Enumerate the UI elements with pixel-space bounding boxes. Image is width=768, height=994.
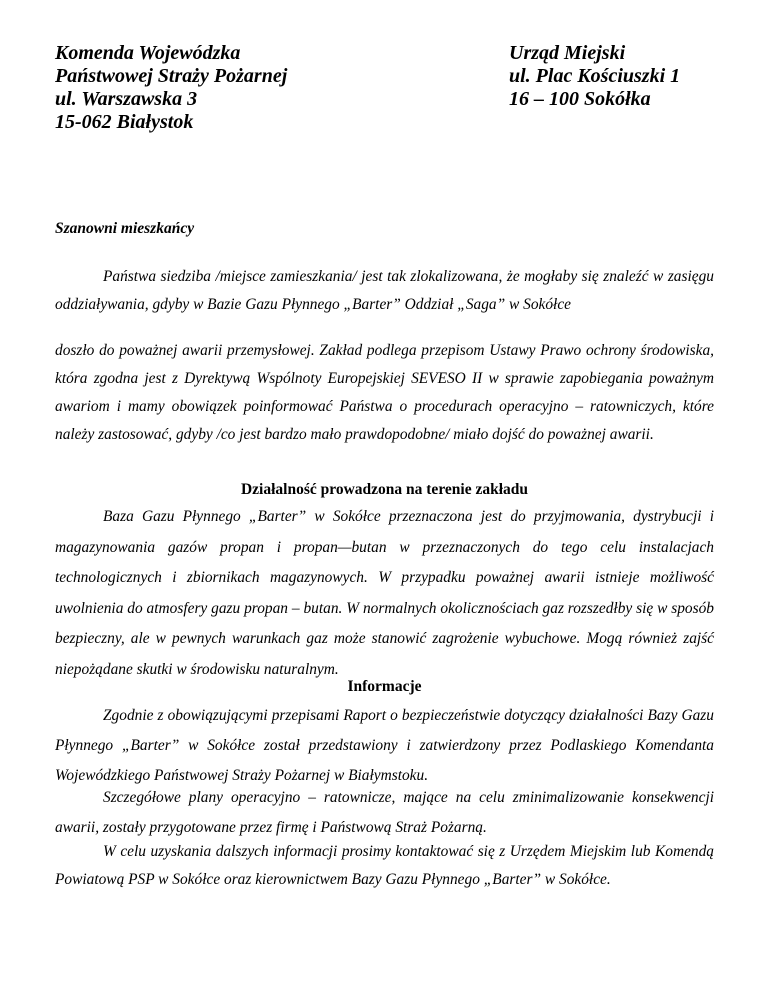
section-heading-info: Informacje [347, 678, 422, 695]
paragraph-text: W celu uzyskania dalszych informacji prosimy kontaktować się z Urzędem Miejskim lub Komendą Powiatową PSP w Sokółce oraz kierownictwem Bazy Gazu Płynnego „Barter” w Sokółce. [55, 843, 714, 888]
sender-line: 15-062 Białystok [55, 111, 194, 133]
intro-paragraph-2 [55, 337, 714, 449]
activity-paragraph [55, 502, 714, 685]
recipient-line: ul. Plac Kościuszki 1 [509, 65, 681, 87]
section-heading-activity: Działalność prowadzona na terenie zakładu [240, 481, 529, 498]
sender-line: Państwowej Straży Pożarnej [55, 65, 288, 87]
paragraph-text: doszło do poważnej awarii przemysłowej. Zakład podlega przepisom Ustawy Prawo ochrony środowiska, która zgodna jest z Dyrektywą Wspólnoty Europejskiej SEVESO II w sprawie zapobiegania poważnym awariom i mamy obowiązek poinformować Państwa o procedurach operacyjno – ratowniczych, które należy zastosować, gdyby /co jest bardzo mało prawdopodobne/ miało dojść do poważnej awarii. [55, 342, 714, 443]
info-paragraph-2 [55, 783, 714, 843]
sender-line: ul. Warszawska 3 [55, 88, 198, 110]
info-paragraph-3 [55, 838, 714, 894]
sender-line: Komenda Wojewódzka [55, 42, 241, 64]
paragraph-text: Państwa siedziba /miejsce zamieszkania/ jest tak zlokalizowana, że mogłaby się znaleźć w zasięgu oddziaływania, gdyby w Bazie Gazu Płynnego „Barter” Oddział „Saga” w Sokółce [55, 268, 714, 313]
paragraph-text: Zgodnie z obowiązującymi przepisami Raport o bezpieczeństwie dotyczący działalności Bazy Gazu Płynnego „Barter” w Sokółce został przedstawiony i zatwierdzony przez Podlaskiego Komendanta Wojewódzkiego Państwowej Straży Pożarnej w Białymstoku. [55, 707, 714, 784]
paragraph-text: Szczegółowe plany operacyjno – ratownicze, mające na celu zminimalizowanie konsekwencji awarii, zostały przygotowane przez firmę i Państwową Straż Pożarną. [55, 789, 714, 836]
recipient-address [509, 42, 680, 111]
paragraph-text: Baza Gazu Płynnego „Barter” w Sokółce przeznaczona jest do przyjmowania, dystrybucji i magazynowania gazów propan i propan—butan w przeznaczonych do tego celu instalacjach technologicznych i zbiornikach magazynowych. W przypadku poważnej awarii istnieje możliwość uwolnienia do atmosfery gazu propan – butan. W normalnych okolicznościach gaz rozszedłby się w sposób bezpieczny, ale w pewnych warunkach gaz może stanowić zagrożenie wybuchowe. Mogą również zajść niepożądane skutki w środowisku naturalnym. [55, 508, 714, 678]
recipient-line: 16 – 100 Sokółka [509, 88, 651, 110]
salutation: Szanowni mieszkańcy [55, 220, 195, 237]
recipient-line: Urząd Miejski [509, 42, 626, 64]
info-paragraph-1 [55, 701, 714, 791]
intro-paragraph-1 [55, 263, 714, 319]
sender-address [55, 42, 287, 134]
